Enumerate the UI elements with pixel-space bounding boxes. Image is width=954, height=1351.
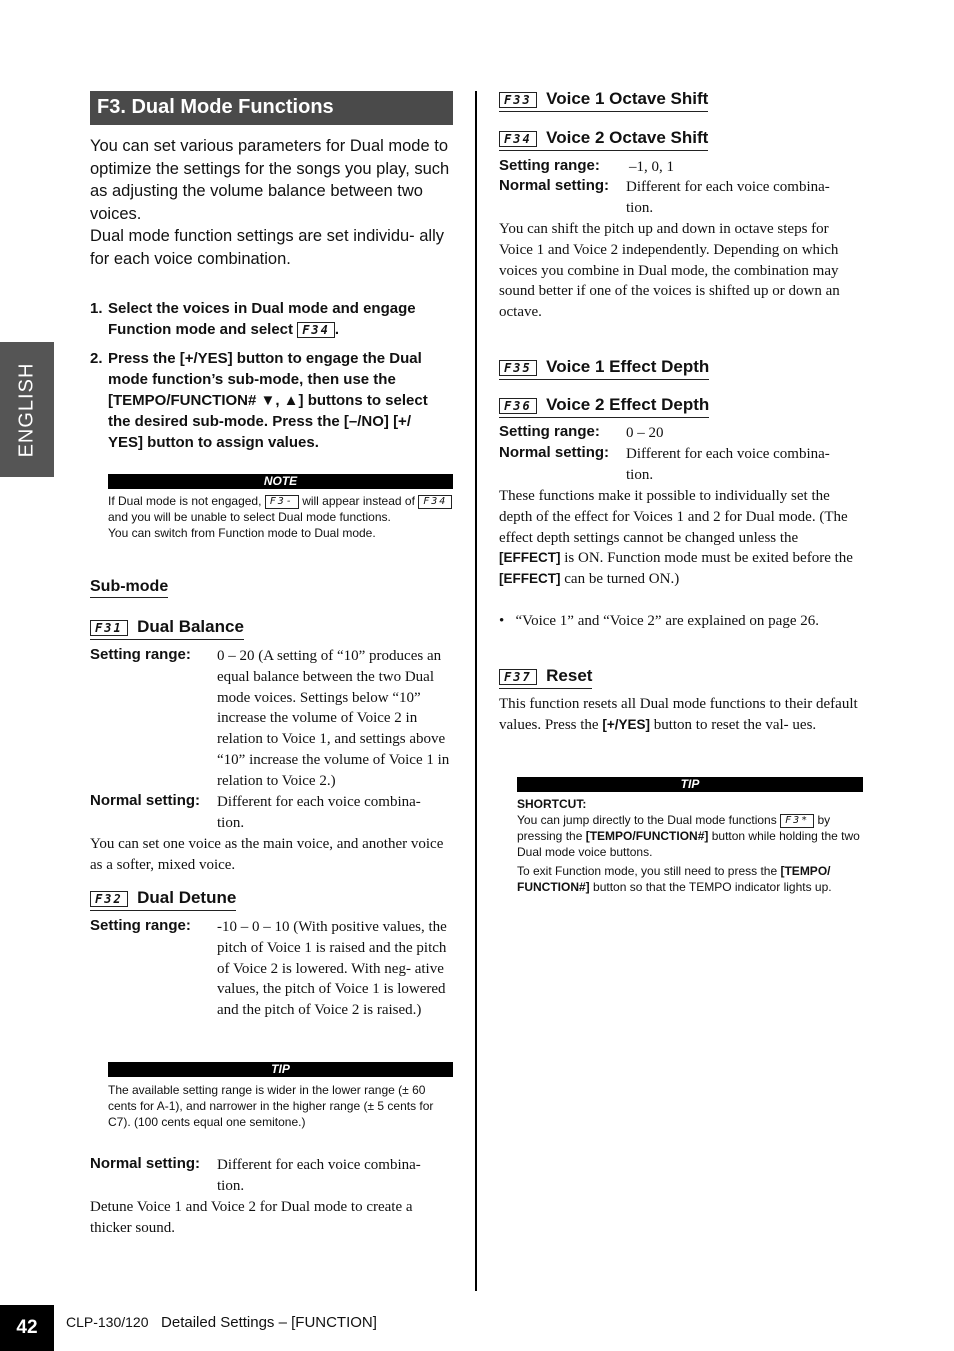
- normal-setting-value: Different for each voice combina- tion.: [217, 794, 421, 831]
- intro-paragraph-2: Dual mode function settings are set individu- ally for each voice combination.: [90, 227, 445, 268]
- normal-setting-label: Normal setting:: [90, 792, 201, 809]
- function-title: Dual Balance: [137, 617, 244, 636]
- page-number: 42: [16, 1317, 38, 1338]
- language-tab: [0, 342, 54, 477]
- setting-range-label: Setting range:: [90, 646, 191, 663]
- setting-range-value: -10 – 0 – 10 (With positive values, the pitch of Voice 1 is raised and the pitch of Voice 2 is lowered. With neg- ative values, the pitch of Voice 1 is lowered and the pitch of Voice 2 is raised.): [217, 919, 447, 1019]
- description: You can set one voice as the main voice, and another voice as a softer, mixed voice.: [90, 836, 444, 873]
- function-title: Voice 1 Effect Depth: [546, 357, 710, 376]
- normal-setting-value: Different for each voice combina- tion.: [217, 1157, 421, 1194]
- note-text: and you will be unable to select Dual mode functions.: [108, 510, 391, 524]
- step-2: [90, 348, 448, 453]
- function-heading-f36: [499, 395, 709, 418]
- note-bar: [108, 474, 453, 489]
- lcd-code: F31: [90, 620, 128, 636]
- tip-body: [517, 796, 863, 895]
- step-1-number: 1.: [90, 300, 103, 317]
- tip-bar: [108, 1062, 453, 1077]
- description: Detune Voice 1 and Voice 2 for Dual mode to create a thicker sound.: [90, 1199, 413, 1236]
- tip-label: TIP: [680, 777, 700, 791]
- submode-heading: Sub-mode: [90, 578, 168, 598]
- lcd-code: F34: [418, 495, 452, 509]
- section-title: F3. Dual Mode Functions: [97, 96, 334, 118]
- footer-model: CLP-130/120: [66, 1314, 149, 1330]
- setting-range-value: –1, 0, 1: [629, 159, 674, 175]
- note-body: [108, 493, 453, 541]
- function-heading-f37: [499, 666, 592, 689]
- bullet-note: [499, 611, 861, 632]
- step-2-number: 2.: [90, 350, 103, 367]
- lcd-code: F34: [499, 131, 537, 147]
- note-text: You can switch from Function mode to Dual mode.: [108, 526, 376, 540]
- function-title: Dual Detune: [137, 888, 237, 907]
- section-title-bar: [90, 91, 453, 125]
- setting-range-label: Setting range:: [499, 157, 600, 174]
- lcd-code: F3-: [265, 495, 299, 509]
- tip-text: by pressing the: [517, 813, 831, 843]
- setting-range-label: Setting range:: [499, 423, 600, 440]
- description-text: These functions make it possible to individually set the depth of the effect for Voices 1 and 2 for Dual mode. (The effect depth settings cannot be changed unless the: [499, 488, 848, 546]
- normal-setting-value: Different for each voice combina- tion.: [626, 179, 830, 216]
- normal-setting-label: Normal setting:: [90, 1155, 201, 1172]
- description-text: is ON. Function mode must be exited before the: [564, 550, 853, 567]
- function-title: Voice 1 Octave Shift: [546, 89, 709, 108]
- step-1: 1. Select the voices in Dual mode and engage Function mode and select F34 .: [90, 300, 416, 338]
- tip-text: button so that the TEMPO indicator lights up.: [593, 880, 832, 894]
- tip-text: You can jump directly to the Dual mode functions: [517, 813, 777, 827]
- page-number-box: [0, 1305, 54, 1351]
- lcd-code: F34: [297, 322, 335, 338]
- setting-range-value: 0 – 20 (A setting of “10” produces an equal balance between the two Dual mode voices. Settings below “10” increase the volume of Voice 2 in relation to Voice 1, and settings above “10” increase the volume of Voice 1 in relation to Voice 2.): [217, 648, 450, 789]
- description: You can shift the pitch up and down in octave steps for Voice 1 and Voice 2 independently. Depending on which voices you combine in Dual mode, the combination may sound better if one of the voices is shifted up or down an octave.: [499, 221, 840, 321]
- description: [499, 486, 861, 590]
- effect-button-ref: [EFFECT]: [499, 550, 561, 566]
- tempo-button-ref: [TEMPO/ FUNCTION#]: [517, 864, 831, 894]
- function-title: Reset: [546, 666, 593, 685]
- tip-label: TIP: [271, 1062, 290, 1076]
- step-1-text: Select the voices in Dual mode and engage Function mode and select: [108, 300, 416, 338]
- lcd-code: F32: [90, 891, 128, 907]
- step-2-text: Press the [+/YES] button to engage the Dual mode function’s sub-mode, then use the [TEMPO/FUNCTION# ▼, ▲] buttons to select the desired sub-mode. Press the [–/NO] [+/ YES] button to assign values.: [108, 350, 428, 451]
- function-heading-f31: [90, 617, 244, 640]
- normal-setting-label: Normal setting:: [499, 444, 610, 461]
- setting-range-value: 0 – 20: [626, 425, 664, 441]
- function-heading-f35: [499, 357, 709, 380]
- note-text: If Dual mode is not engaged,: [108, 494, 262, 508]
- effect-button-ref: [EFFECT]: [499, 571, 561, 587]
- lcd-code: F33: [499, 92, 537, 108]
- lcd-code: F3*: [780, 814, 814, 828]
- intro: [90, 135, 455, 270]
- footer: [66, 1314, 377, 1331]
- tempo-button-ref: [TEMPO/FUNCTION#]: [585, 829, 709, 843]
- bullet-icon: •: [499, 613, 505, 629]
- submode-heading-wrap: [90, 578, 168, 596]
- tip-text: button while holding the two Dual mode voice buttons.: [517, 829, 860, 859]
- lcd-code: F36: [499, 398, 537, 414]
- description-text: button to reset the val- ues.: [653, 716, 817, 733]
- column-divider: [475, 91, 477, 1291]
- lcd-code: F37: [499, 669, 537, 685]
- description-text: can be turned ON.): [564, 571, 680, 588]
- lcd-code: F35: [499, 360, 537, 376]
- tip-bar: [517, 777, 863, 792]
- note-text: will appear instead of: [302, 494, 415, 508]
- description: [499, 694, 859, 736]
- normal-setting-label: Normal setting:: [499, 177, 610, 194]
- function-heading-f32: [90, 888, 236, 911]
- setting-range-label: Setting range:: [90, 917, 191, 934]
- note-label: NOTE: [263, 474, 298, 488]
- tip-text: The available setting range is wider in the lower range (± 60 cents for A-1), and narrower in the higher range (± 5 cents for C7). (100 cents equal one semitone.): [108, 1083, 434, 1129]
- yes-button-ref: [+/YES]: [602, 716, 650, 732]
- intro-paragraph-1: You can set various parameters for Dual mode to optimize the settings for the songs you play, such as adjusting the volume balance between two voices.: [90, 137, 450, 223]
- function-title: Voice 2 Octave Shift: [546, 128, 709, 147]
- tip-text: To exit Function mode, you still need to press the: [517, 864, 778, 878]
- bullet-text: “Voice 1” and “Voice 2” are explained on page 26.: [515, 613, 820, 629]
- shortcut-label: SHORTCUT:: [517, 797, 587, 811]
- function-heading-f34: [499, 128, 708, 151]
- footer-title: Detailed Settings – [FUNCTION]: [161, 1314, 377, 1331]
- description-text: This function resets all Dual mode functions to their default values. Press the: [499, 696, 858, 733]
- language-tab-label: ENGLISH: [15, 362, 38, 457]
- function-title: Voice 2 Effect Depth: [546, 395, 710, 414]
- function-heading-f33: [499, 89, 708, 112]
- normal-setting-value: Different for each voice combina- tion.: [626, 446, 830, 483]
